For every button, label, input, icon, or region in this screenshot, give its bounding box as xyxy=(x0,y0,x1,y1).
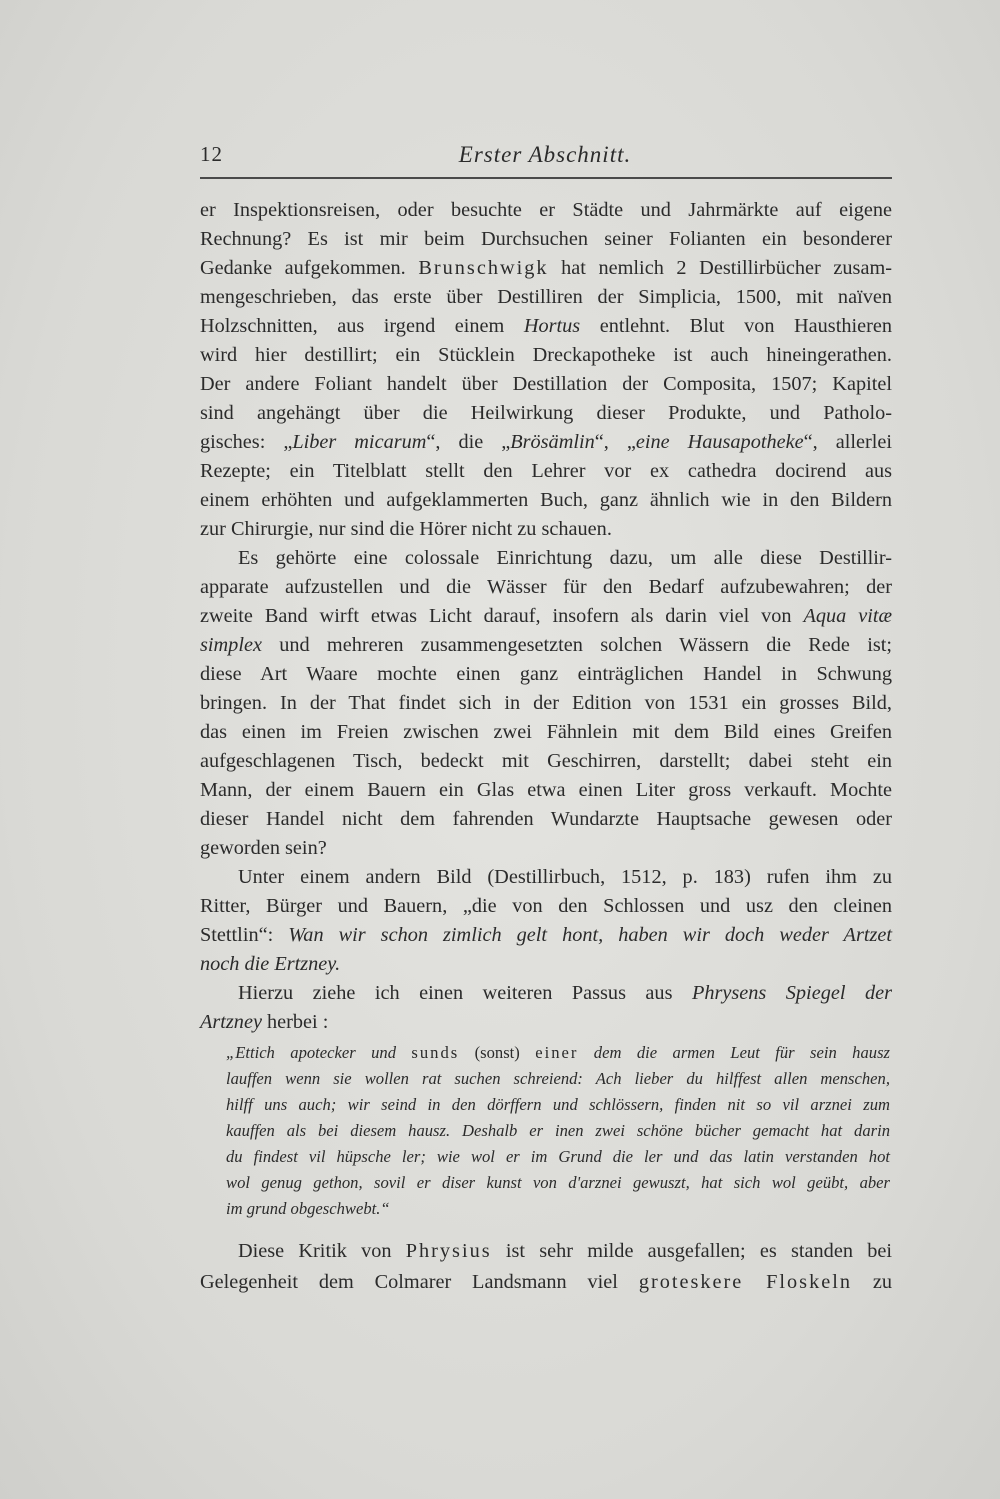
text-run: kauffen als bei diesem hausz. Deshalb er inen zwei schöne bücher gemacht hat darin xyxy=(226,1121,890,1140)
text-line xyxy=(226,1196,890,1222)
text-run: simplex xyxy=(200,634,262,656)
text-run: Unter einem andern Bild (Destillirbuch, 1512, p. 183) rufen ihm zu xyxy=(238,866,892,888)
text-line xyxy=(200,660,892,689)
text-run: dem die armen Leut für sein hausz xyxy=(578,1043,890,1062)
text-run: Aqua vitæ xyxy=(803,605,893,627)
text-run: Es gehörte eine colossale Einrichtung dazu, um alle diese Destillir- xyxy=(238,547,892,569)
text-run: bringen. In der That findet sich in der Edition von 1531 ein grosses Bild, xyxy=(200,692,892,714)
text-run: entlehnt. Blut von Hausthieren xyxy=(580,315,892,337)
text-line xyxy=(226,1066,890,1092)
text-run: Hierzu ziehe ich einen weiteren Passus aus xyxy=(238,982,692,1004)
text-run: “, allerlei xyxy=(803,431,892,453)
text-line xyxy=(200,921,892,950)
text-run: er Inspektionsreisen, oder besuchte er Städte und Jahrmärkte auf eigene xyxy=(200,199,892,221)
text-run: Rezepte; ein Titelblatt stellt den Lehrer vor ex cathedra docirend aus xyxy=(200,460,892,482)
text-run: Gedanke aufgekommen. xyxy=(200,257,419,279)
text-run: gisches: „ xyxy=(200,431,293,453)
text-run: groteskere Floskeln xyxy=(638,1271,852,1293)
text-line xyxy=(200,1267,892,1298)
text-line xyxy=(200,863,892,892)
text-line xyxy=(200,399,892,428)
text-run: geworden sein? xyxy=(200,837,327,859)
text-run: Holzschnitten, aus irgend einem xyxy=(200,315,524,337)
text-run: zweite Band wirft etwas Licht darauf, insofern als darin viel von xyxy=(200,605,804,627)
main-text xyxy=(200,196,892,1037)
text-run: herbei : xyxy=(261,1011,329,1033)
text-line xyxy=(226,1092,890,1118)
paragraph-4 xyxy=(200,979,892,1037)
text-run: Artzney xyxy=(200,1011,262,1033)
text-line xyxy=(200,196,892,225)
text-line xyxy=(200,718,892,747)
text-run: Wan wir schon zimlich gelt hont, haben wir doch weder Artzet xyxy=(288,924,892,946)
text-run: lauffen wenn sie wollen rat suchen schreiend: Ach lieber du hilffest allen menschen, xyxy=(226,1069,890,1088)
text-line xyxy=(200,1008,892,1037)
text-run: Phrysens Spiegel der xyxy=(691,982,892,1004)
text-run: “, „ xyxy=(594,431,636,453)
text-run: Ritter, Bürger und Bauern, „die von den Schlossen und usz den cleinen xyxy=(200,895,892,917)
text-line xyxy=(200,892,892,921)
text-line xyxy=(200,341,892,370)
text-line xyxy=(200,834,892,863)
text-line xyxy=(200,1236,892,1267)
text-run: einer xyxy=(535,1043,579,1062)
paragraph-3 xyxy=(200,863,892,979)
text-run: zur Chirurgie, nur sind die Hörer nicht zu schauen. xyxy=(200,518,612,540)
text-run: zu xyxy=(852,1271,892,1293)
text-line xyxy=(200,747,892,776)
text-line xyxy=(200,225,892,254)
text-run: ist sehr milde ausgefallen; es standen bei xyxy=(491,1240,892,1262)
text-run: Mann, der einem Bauern ein Glas etwa einen Liter gross verkauft. Mochte xyxy=(200,779,892,801)
text-line xyxy=(200,515,892,544)
running-title: Erster Abschnitt. xyxy=(458,142,632,167)
block-quote xyxy=(226,1040,890,1222)
text-run: Rechnung? Es ist mir beim Durchsuchen seiner Folianten ein besonderer xyxy=(200,228,892,250)
text-run: das einen im Freien zwischen zwei Fähnlein mit dem Bild eines Greifen xyxy=(200,721,892,743)
text-line xyxy=(200,457,892,486)
text-run: Brunschwigk xyxy=(418,257,549,279)
text-run: im grund obgeschwebt.“ xyxy=(226,1199,390,1218)
text-run: einem erhöhten und aufgeklammerten Buch, ganz ähnlich wie in den Bildern xyxy=(200,489,892,511)
text-run: Stettlin“: xyxy=(200,924,289,946)
text-run: Der andere Foliant handelt über Destillation der Composita, 1507; Kapitel xyxy=(200,373,892,395)
text-run: mengeschrieben, das erste über Destilliren der Simplicia, 1500, mit naïven xyxy=(200,286,892,308)
text-run: aufgeschlagenen Tisch, bedeckt mit Geschirren, darstellt; dabei steht ein xyxy=(200,750,892,772)
text-run: du findest vil hüpsche ler; wie wol er im Grund die ler und das latin verstanden hot xyxy=(226,1147,890,1166)
text-run: noch die Ertzney. xyxy=(200,953,341,975)
page-header xyxy=(200,142,890,176)
text-line xyxy=(226,1144,890,1170)
text-line xyxy=(200,573,892,602)
text-run: Brösämlin xyxy=(510,431,595,453)
text-line xyxy=(200,428,892,457)
text-line xyxy=(200,776,892,805)
text-run: Hortus xyxy=(523,315,581,337)
text-line xyxy=(226,1170,890,1196)
text-line xyxy=(200,254,892,283)
text-run: wird hier destillirt; ein Stücklein Dreckapotheke ist auch hineingerathen. xyxy=(200,344,892,366)
text-run: Diese Kritik von xyxy=(238,1240,406,1262)
text-line xyxy=(200,979,892,1008)
text-run: diese Art Waare mochte einen ganz einträglichen Handel in Schwung xyxy=(200,663,892,685)
text-run: und mehreren zusammengesetzten solchen Wässern die Rede ist; xyxy=(261,634,892,656)
text-run: apparate aufzustellen und die Wässer für den Bedarf aufzubewahren; der xyxy=(200,576,892,598)
text-run: hilff uns auch; wir seind in den dörffern und schlössern, finden nit so vil arznei zum xyxy=(226,1095,890,1114)
text-run: eine Hausapotheke xyxy=(635,431,804,453)
text-line xyxy=(200,486,892,515)
text-line xyxy=(200,805,892,834)
text-line xyxy=(200,602,892,631)
text-run: sunds xyxy=(411,1043,460,1062)
text-line xyxy=(226,1118,890,1144)
text-run: Liber micarum xyxy=(292,431,427,453)
text-line xyxy=(200,370,892,399)
text-line xyxy=(200,312,892,341)
text-run: wol genug gethon, sovil er diser kunst von d'arznei gewuszt, hat sich wol geübt, aber xyxy=(226,1173,890,1192)
text-run: hat nemlich 2 Destillirbücher zusam- xyxy=(548,257,892,279)
paragraph-1 xyxy=(200,196,892,544)
text-run: Gelegenheit dem Colmarer Landsmann viel xyxy=(200,1271,639,1293)
text-line xyxy=(200,283,892,312)
page-number: 12 xyxy=(200,142,223,166)
text-run: Phrysius xyxy=(405,1240,492,1262)
header-rule xyxy=(200,177,892,179)
text-run: dieser Handel nicht dem fahrenden Wundarzte Hauptsache gewesen oder xyxy=(200,808,892,830)
closing-paragraph xyxy=(200,1236,892,1298)
paragraph-2 xyxy=(200,544,892,863)
text-line xyxy=(200,950,892,979)
text-run: (sonst) xyxy=(459,1043,536,1062)
text-run: “, die „ xyxy=(426,431,511,453)
text-line xyxy=(200,689,892,718)
text-run: sind angehängt über die Heilwirkung dieser Produkte, und Patholo- xyxy=(200,402,892,424)
text-line xyxy=(200,544,892,573)
text-run: „Ettich apotecker und xyxy=(226,1043,412,1062)
text-line xyxy=(200,631,892,660)
text-line xyxy=(226,1040,890,1066)
